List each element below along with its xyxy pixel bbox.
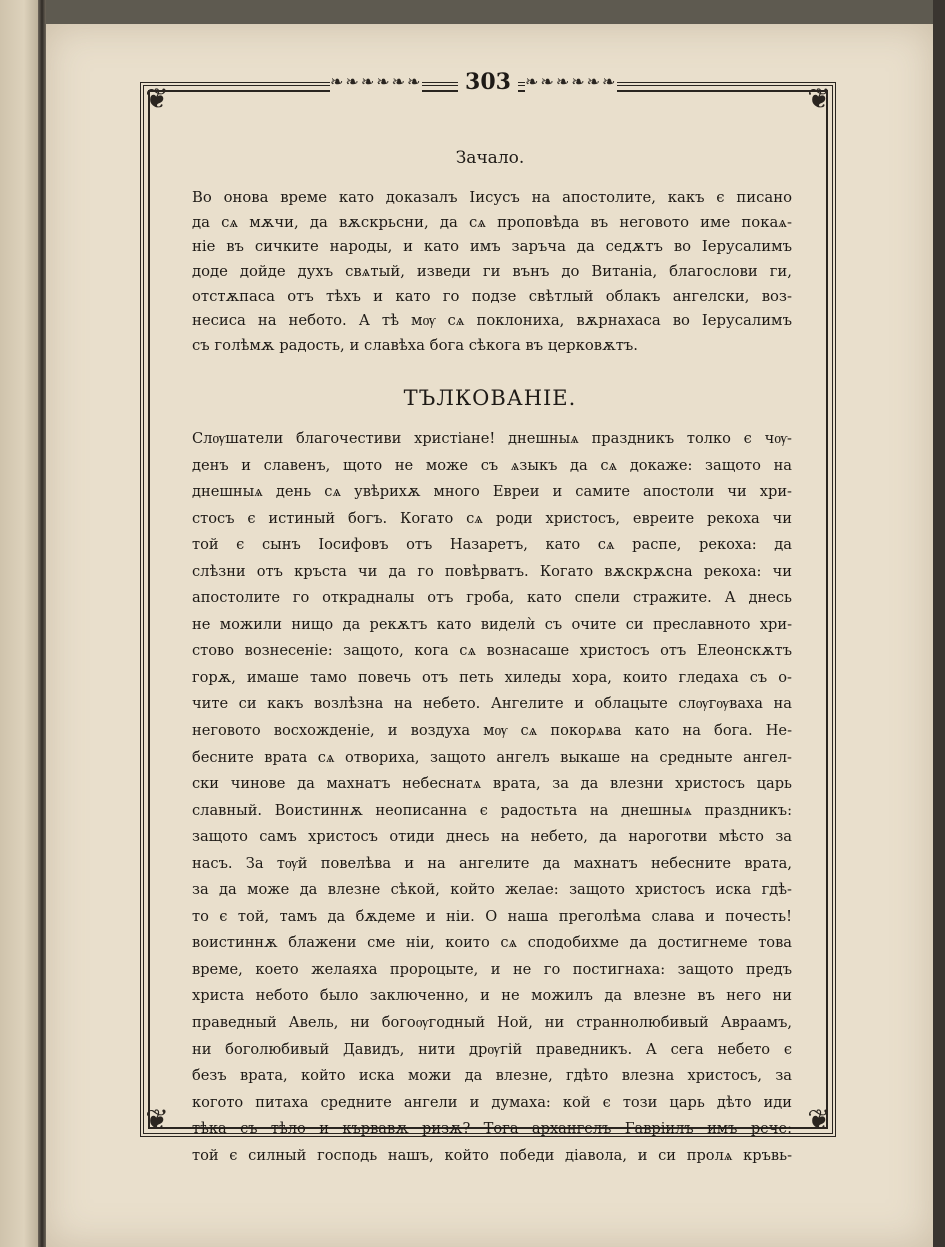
text-line: стово вознесеніе: защото, кога сѧ вознасаше христосъ отъ Елеонскѫтъ <box>192 642 792 660</box>
text-line: насъ. За тѹй повелѣва и на ангелите да махнатъ небесните врата, <box>192 854 792 872</box>
zachalo-paragraph <box>192 186 792 359</box>
text-line: денъ и славенъ, щото не може съ ѧзыкъ да сѧ докаже: защото на <box>192 456 792 474</box>
text-line: отстѫпаса отъ тѣхъ и като го подзе свѣтлый облакъ ангелски, воз- <box>192 287 792 305</box>
text-line: ски чинове да махнатъ небеснатѧ врата, за да влезни христосъ царь <box>192 775 792 793</box>
text-line: съ голѣмѫ радость, и славѣха бога сѣкога въ церковѫтъ. <box>192 337 638 355</box>
text-line: христа небото было заключенно, и не можилъ да влезне въ него ни <box>192 987 792 1005</box>
text-line: неговото восхожденіе, и воздуха мѹ сѧ покорѧва като на бога. Не- <box>192 722 792 740</box>
header-ornament-right-icon: ❧❧❧❧❧❧ <box>525 70 617 94</box>
page-number: 303 <box>458 68 518 96</box>
text-line: чите си какъ возлѣзна на небето. Ангелите и облацыте слѹгѹваха на <box>192 695 792 713</box>
text-line: когото питаха средните ангели и думаха: кой є този царь дѣто иди <box>192 1093 792 1111</box>
text-line: Во онова време като доказалъ Іисусъ на апостолите, какъ є писано <box>192 189 792 206</box>
text-line: време, което желаяха пророцыте, и не го постигнаха: защото предъ <box>192 960 792 978</box>
page-right-edge <box>933 0 945 1247</box>
text-line: бесните врата сѧ отвориха, защото ангелъ выкаше на средныте ангел- <box>192 748 792 766</box>
text-line: той є силный господь нашъ, който победи діавола, и си пролѧ кръвь- <box>192 1146 792 1164</box>
text-line: защото самъ христосъ отиди днесь на небето, да нароготви мѣсто за <box>192 828 792 846</box>
text-line: слѣзни отъ кръста чи да го повѣрватъ. Когато вѫскрѫсна рекоха: чи <box>192 562 792 580</box>
text-line: стосъ є истиный богъ. Когато сѧ роди христосъ, евреите рекоха чи <box>192 509 792 527</box>
text-line: горѫ, имаше тамо повечь отъ петь хиледы хора, които гледаха съ о- <box>192 668 792 686</box>
text-line: ни боголюбивый Давидъ, нити дрѹгій праведникъ. А сега небето є <box>192 1040 792 1058</box>
corner-ornament-icon: ❦ <box>145 82 169 115</box>
corner-ornament-icon: ❦ <box>145 1103 169 1136</box>
text-line: несиса на небото. А тѣ мѹ сѧ поклониха, вѫрнахаса во Іерусалимъ <box>192 312 792 330</box>
text-line: той є сынъ Іосифовъ отъ Назаретъ, като сѧ распе, рекоха: да <box>192 536 792 554</box>
text-line: не можили нищо да рекѫтъ като виделѝ съ очите си преславното хри- <box>192 615 792 633</box>
text-line: днешныѧ день сѧ увѣрихѫ много Евреи и самите апостоли чи хри- <box>192 483 792 501</box>
tlkovanie-heading: ТЪЛКОВАНІЕ. <box>403 386 577 410</box>
text-line: апостолите го открадналы отъ гроба, като спели стражите. А днесь <box>192 589 792 607</box>
text-line: тѣка съ тѣло и кървавѫ ризѫ? Тога архангелъ Гавріилъ имъ рече: <box>192 1120 792 1138</box>
text-line: за да може да влезне сѣкой, който желае: защото христосъ иска гдѣ- <box>192 881 792 899</box>
text-line: Слѹшатели благочестиви христіане! днешныѧ праздникъ толко є чѹ- <box>192 430 792 447</box>
corner-ornament-icon: ❦ <box>807 1103 831 1136</box>
facing-page-edge <box>0 0 40 1247</box>
text-line: безъ врата, който иска можи да влезне, гдѣто влезна христосъ, за <box>192 1067 792 1085</box>
text-line: то є той, тамъ да бѫдеме и ніи. О наша преголѣма слава и почесть! <box>192 907 792 925</box>
book-spine <box>38 0 46 1247</box>
zachalo-heading: Зачало. <box>455 148 525 168</box>
header-ornament-left-icon: ❧❧❧❧❧❧ <box>330 70 422 94</box>
tlkovanie-paragraph <box>192 426 792 1169</box>
text-line: ніе въ сичките народы, и като имъ заръча да седѫтъ во Іерусалимъ <box>192 238 792 256</box>
text-line: славный. Воистиннѫ неописанна є радостьта на днешныѧ праздникъ: <box>192 801 792 819</box>
text-line: праведный Авель, ни богоѹгодный Ной, ни страннолюбивый Авраамъ, <box>192 1014 792 1032</box>
text-line: доде дойде духъ свѧтый, изведи ги вънъ до Витаніа, благослови ги, <box>192 263 792 281</box>
corner-ornament-icon: ❦ <box>807 82 831 115</box>
text-line: воистиннѫ блажени сме ніи, които сѧ сподобихме да достигнеме това <box>192 934 792 952</box>
text-line: да сѧ мѫчи, да вѫскрьсни, да сѧ проповѣда въ неговото име покаѧ- <box>192 213 792 231</box>
